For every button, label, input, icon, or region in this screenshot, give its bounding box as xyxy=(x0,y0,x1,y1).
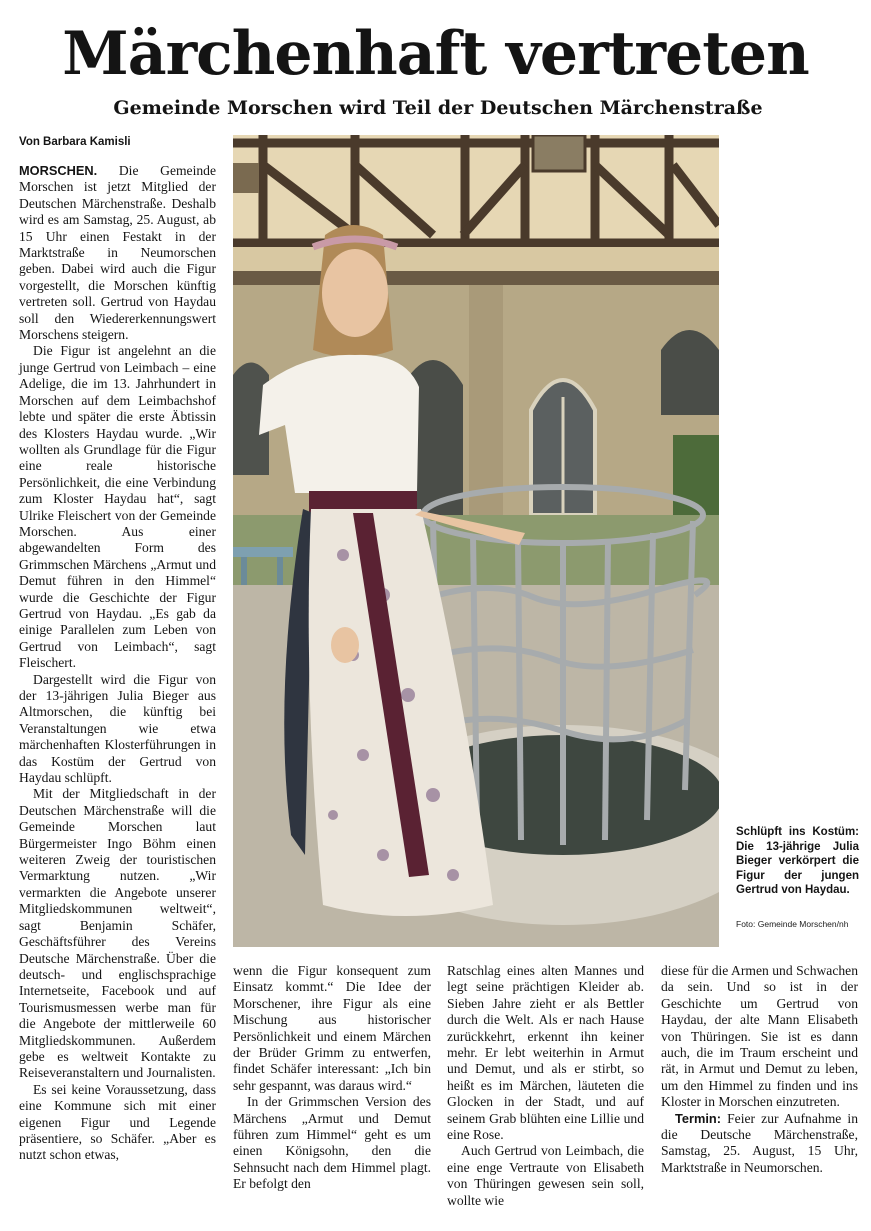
paragraph-3: Dargestellt wird die Figur von der 13-jährigen Julia Bieger aus Altmorschen, die künftig bei Veranstaltungen wie etwa märchenhaften Klosterführungen in das Kostüm der Gertrud von Haydau schlüpft. xyxy=(19,671,216,786)
paragraph-8: Ratschlag eines alten Mannes und legt seine prächtigen Kleider ab. Sieben Jahre zieht er als Bettler durch die Welt. Als er nach Hause zurückkehrt, erkennt ihn keiner mehr. Er lebt weiterhin in Armut und Demut, und als er stirbt, so heißt es im Märchen, läuteten die Glocken in der Stadt, und auf seinem Grab blühten eine Lillie und eine Rose. xyxy=(447,963,644,1143)
paragraph-2: Die Figur ist angelehnt an die junge Gertrud von Leimbach – eine Adelige, die im 13. Jahrhundert in Morschen auf dem Leimbachshof lebte und später die erste Äbtissin des Klosters Haydau wurde. „Wir wollten als Grundlage für die Figur eine reale historische Persönlichkeit, die eine Verbindung zum Kloster Haydau hat“, sagt Ulrike Fleischert von der Gemeinde Morschen. Aus einer abgewandelten Form des Grimmschen Märchens „Armut und Demut führen in den Himmel“ wurde die Geschichte der Figur Gertrud von Haydau. „Es gab da einige Parallelen zum Leben von Gertrud von Leimbach“, sagt Fleischert. xyxy=(19,343,216,671)
headline: Märchenhaft vertreten xyxy=(62,19,809,89)
subheadline: Gemeinde Morschen wird Teil der Deutschen Märchenstraße xyxy=(113,97,763,119)
paragraph-7: In der Grimmschen Version des Märchens „Armut und Demut führen zum Himmel“ geht es um einen Königsohn, den die Sehnsucht nach dem Himmel plagt. Er befolgt den xyxy=(233,1094,431,1192)
event-label: Termin: xyxy=(675,1110,721,1126)
event-note xyxy=(661,1111,858,1177)
paragraph-9: Auch Gertrud von Leimbach, die eine enge Vertraute von Elisabeth von Thüringen gewesen sein soll, wollte wie xyxy=(447,1143,644,1208)
byline: Von Barbara Kamisli xyxy=(19,136,131,148)
article-column-4 xyxy=(661,963,858,1176)
photo-caption: Schlüpft ins Kostüm: Die 13-jährige Julia Bieger verkörpert die Figur der jungen Gertrud von Haydau. xyxy=(736,826,859,896)
paragraph-4: Mit der Mitgliedschaft in der Deutschen Märchenstraße will die Gemeinde Morschen laut Bürgermeister Ingo Böhm einen weiteren Zweig der touristischen Vermarktung nutzen. „Wir vermarkten die Angebote unserer Mitgliedskommunen weltweit“, sagt Benjamin Schäfer, Geschäftsführer des Vereins Deutsche Märchenstraße. Über die deutsch- und englischsprachige Internetseite, Facebook und auf Tourismusmessen werbe man für die Angebote der mittlerweile 60 Mitgliedskommunen. Außerdem gebe es weltweit Kontakte zu Reiseveranstaltern und Journalisten. xyxy=(19,786,216,1081)
photo-illustration xyxy=(233,135,719,947)
paragraph-6: wenn die Figur konsequent zum Einsatz kommt.“ Die Idee der Morschener, ihre Figur als eine Mischung aus historischer Persönlichkeit und einem Märchen der Brüder Grimm zu entwerfen, findet Schäfer interessant: „Ich bin sehr gespannt, was daraus wird.“ xyxy=(233,963,431,1093)
upper-window-left xyxy=(233,163,259,193)
article-column-3 xyxy=(447,963,644,1209)
hand xyxy=(331,627,359,663)
article-column-2 xyxy=(233,963,431,1193)
paragraph-1 xyxy=(19,163,216,343)
event-text: Feier zur Aufnahme in die Deutsche Märchenstraße, Samstag, 25. August, 15 Uhr, Marktstraße in Neumorschen. xyxy=(661,1110,858,1175)
paragraph-5: Es sei keine Voraussetzung, dass eine Kommune sich mit einer eigenen Figur und Legende präsentiere, so Schäfer. „Aber es nutzt schon etwas, xyxy=(19,1081,216,1163)
paragraph-1-text: Die Gemeinde Morschen ist jetzt Mitglied der Deutschen Märchenstraße. Deshalb wird es am Samstag, 25. August, ab 15 Uhr einen Festakt in der Marktstraße in Neumorschen geben. Dabei wird auch die Figur vorgestellt, die Morschen künftig vertreten soll. Gertrud von Haydau soll den Wiedererkennungswert Morschens steigern. xyxy=(19,163,216,343)
upper-window-right xyxy=(533,135,585,171)
paragraph-10: diese für die Armen und Schwachen da sein. Und so ist in der Geschichte um Gertrud von Haydau, der alte Mann Elisabeth von Thüringen. Sie ist es dann auch, die im Traum erscheint und rät, in Armut und Demut zu leben, um den Himmel zu finden und ins Kloster in Morschen einzutreten. xyxy=(661,963,858,1110)
cornice xyxy=(233,271,719,285)
face xyxy=(322,249,388,337)
bench xyxy=(233,547,293,557)
article-column-1 xyxy=(19,163,216,1164)
photo-credit: Foto: Gemeinde Morschen/nh xyxy=(736,919,849,929)
article-photo xyxy=(233,135,719,947)
gothic-window-3 xyxy=(661,330,719,415)
dateline: MORSCHEN. xyxy=(19,163,98,178)
buttress xyxy=(469,285,503,515)
